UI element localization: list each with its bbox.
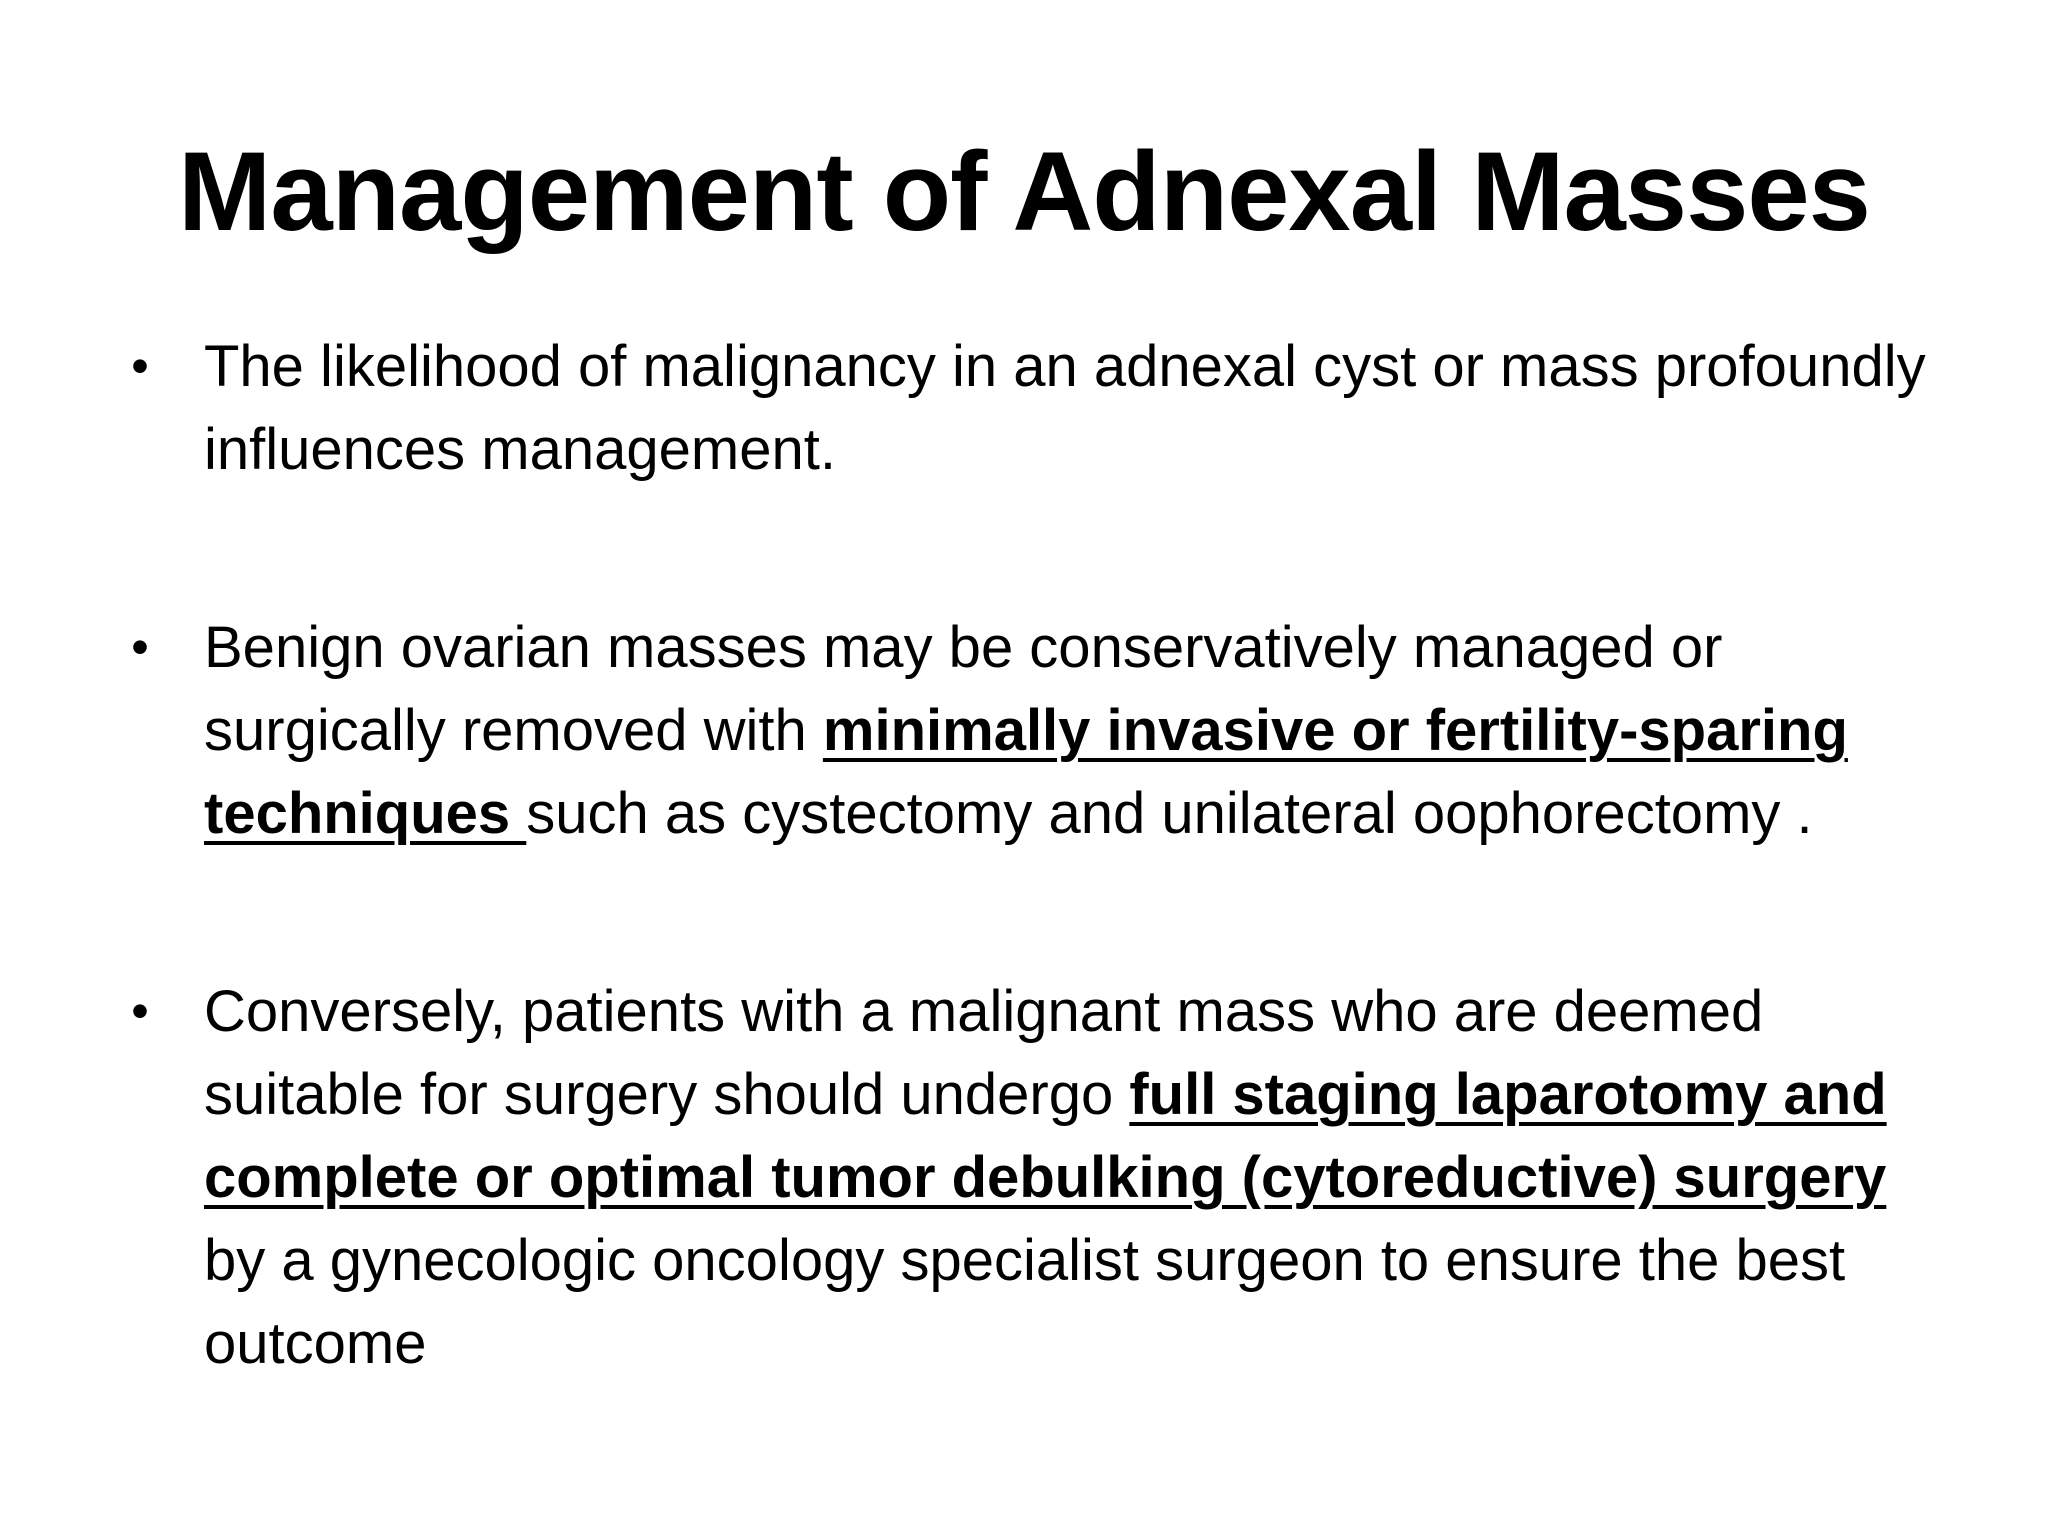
bullet-list <box>120 325 1940 1385</box>
bullet-text-after: by a gynecologic oncology specialist surgeon to ensure the best outcome <box>204 1228 1846 1376</box>
bullet-item-likelihood <box>120 325 1940 491</box>
bullet-icon: • <box>131 338 149 394</box>
bullet-item-malignant <box>120 970 1940 1385</box>
bullet-icon: • <box>131 983 149 1039</box>
bullet-item-benign <box>120 606 1940 855</box>
slide-title: Management of Adnexal Masses <box>178 129 1870 254</box>
bullet-text: The likelihood of malignancy in an adnexal cyst or mass profoundly influences management. <box>204 334 1926 482</box>
bullet-text-emphasis: full staging laparotomy and complete or optimal tumor debulking (cytoreductive) surgery <box>204 1062 1887 1210</box>
bullet-text-before: Benign ovarian masses may be conservatively managed or surgically removed with <box>204 615 1723 763</box>
bullet-text-before: Conversely, patients with a malignant mass who are deemed suitable for surgery should undergo <box>204 979 1764 1127</box>
bullet-icon: • <box>131 619 149 675</box>
bullet-text-emphasis: minimally invasive or fertility-sparing techniques <box>204 698 1848 846</box>
bullet-text-after: such as cystectomy and unilateral oophorectomy . <box>526 781 1813 846</box>
